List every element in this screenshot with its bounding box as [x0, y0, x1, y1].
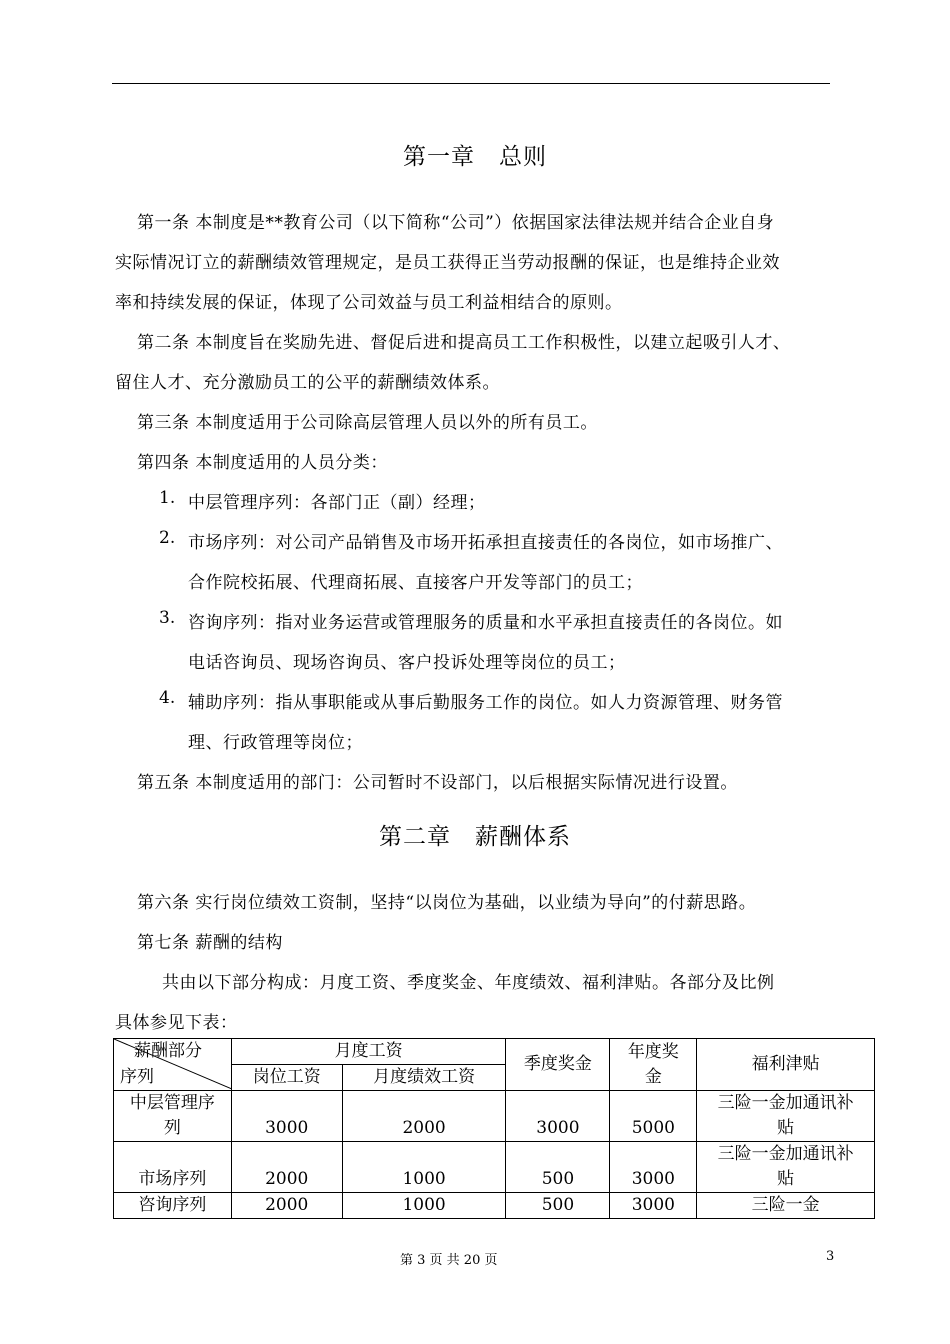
quarterly-bonus-header: 季度奖金: [506, 1039, 610, 1091]
footer-page-info: 第 3 页 共 20 页: [400, 1253, 498, 1268]
table-row: [114, 1193, 875, 1219]
article-1-line-1: 第一条 本制度是**教育公司（以下简称“公司”）依据国家法律法规并结合企业自身: [137, 213, 775, 233]
item-4-line-1: 辅助序列：指从事职能或从事后勤服务工作的岗位。如人力资源管理、财务管: [188, 693, 783, 713]
article-7-desc-line-1: 共由以下部分构成：月度工资、季度奖金、年度绩效、福利津贴。各部分及比例: [162, 973, 775, 993]
item-2-line-2: 合作院校拓展、代理商拓展、直接客户开发等部门的员工；: [188, 573, 643, 593]
article-4: 第四条 本制度适用的人员分类：: [137, 453, 388, 473]
table-row: [114, 1142, 875, 1193]
row-name-l2: 列: [163, 1118, 181, 1138]
item-2-number: 2.: [159, 528, 176, 548]
monthly-perf-header: 月度绩效工资: [342, 1065, 506, 1091]
row-quarterly: 500: [506, 1193, 610, 1219]
article-3: 第三条 本制度适用于公司除高层管理人员以外的所有员工。: [137, 413, 598, 433]
item-3-line-1: 咨询序列：指对业务运营或管理服务的质量和水平承担直接责任的各岗位。如: [188, 613, 783, 633]
row-monthly-perf: 2000: [342, 1091, 506, 1142]
row-post-wage: 3000: [231, 1091, 342, 1142]
item-1-number: 1.: [159, 488, 176, 508]
article-1-line-2: 实际情况订立的薪酬绩效管理规定，是员工获得正当劳动报酬的保证，也是维持企业效: [115, 253, 780, 273]
row-welfare-l2: 贴: [777, 1118, 795, 1138]
article-2-line-1: 第二条 本制度旨在奖励先进、督促后进和提高员工工作积极性，以建立起吸引人才、: [137, 333, 791, 353]
annual-bonus-header: [610, 1039, 697, 1091]
row-name-l2: 市场序列: [138, 1169, 207, 1189]
row-quarterly: 500: [506, 1142, 610, 1193]
row-monthly-perf: 1000: [342, 1193, 506, 1219]
item-2-line-1: 市场序列：对公司产品销售及市场开拓承担直接责任的各岗位，如市场推广、: [188, 533, 783, 553]
table-corner-cell: [114, 1039, 232, 1091]
annual-bonus-header-l2: 金: [644, 1066, 662, 1087]
footer-page-number: 3: [826, 1249, 835, 1264]
annual-bonus-header-l1: 年度奖: [627, 1041, 679, 1062]
row-annual: 3000: [610, 1142, 697, 1193]
row-welfare: [697, 1142, 875, 1193]
row-post-wage: 2000: [231, 1193, 342, 1219]
row-annual: 3000: [610, 1193, 697, 1219]
row-name: [114, 1142, 232, 1193]
corner-top-label: 薪酬部分: [134, 1041, 202, 1061]
article-1-line-3: 率和持续发展的保证，体现了公司效益与员工利益相结合的原则。: [115, 293, 623, 313]
row-name: 咨询序列: [114, 1193, 232, 1219]
row-welfare: 三险一金: [697, 1193, 875, 1219]
row-post-wage: 2000: [231, 1142, 342, 1193]
item-3-number: 3.: [159, 608, 176, 628]
row-quarterly: 3000: [506, 1091, 610, 1142]
article-6: 第六条 实行岗位绩效工资制，坚持“以岗位为基础，以业绩为导向”的付薪思路。: [137, 893, 757, 913]
row-welfare-l1: 三险一金加通讯补: [717, 1144, 854, 1164]
row-welfare-l2: 贴: [777, 1169, 795, 1189]
row-annual: 5000: [610, 1091, 697, 1142]
monthly-wage-header: 月度工资: [231, 1039, 506, 1065]
item-4-number: 4.: [159, 688, 176, 708]
item-3-line-2: 电话咨询员、现场咨询员、客户投诉处理等岗位的员工；: [188, 653, 626, 673]
article-7: 第七条 薪酬的结构: [137, 933, 283, 953]
post-wage-header: 岗位工资: [231, 1065, 342, 1091]
article-2-line-2: 留住人才、充分激励员工的公平的薪酬绩效体系。: [115, 373, 500, 393]
corner-bottom-label: 序列: [120, 1067, 154, 1087]
salary-structure-table: [113, 1038, 875, 1219]
article-7-desc-line-2: 具体参见下表：: [115, 1013, 238, 1033]
row-name: [114, 1091, 232, 1142]
table-header-row: [114, 1039, 875, 1065]
article-5: 第五条 本制度适用的部门：公司暂时不设部门，以后根据实际情况进行设置。: [137, 773, 738, 793]
row-welfare: [697, 1091, 875, 1142]
table-row: [114, 1091, 875, 1142]
header-rule: [112, 83, 830, 84]
chapter1-title: 第一章 总则: [403, 144, 547, 170]
row-name-l1: 中层管理序: [129, 1093, 215, 1113]
item-1-line-1: 中层管理序列：各部门正（副）经理；: [188, 493, 486, 513]
item-4-line-2: 理、行政管理等岗位；: [188, 733, 363, 753]
row-monthly-perf: 1000: [342, 1142, 506, 1193]
row-welfare-l1: 三险一金加通讯补: [717, 1093, 854, 1113]
welfare-header: 福利津贴: [697, 1039, 875, 1091]
chapter2-title: 第二章 薪酬体系: [379, 824, 571, 850]
